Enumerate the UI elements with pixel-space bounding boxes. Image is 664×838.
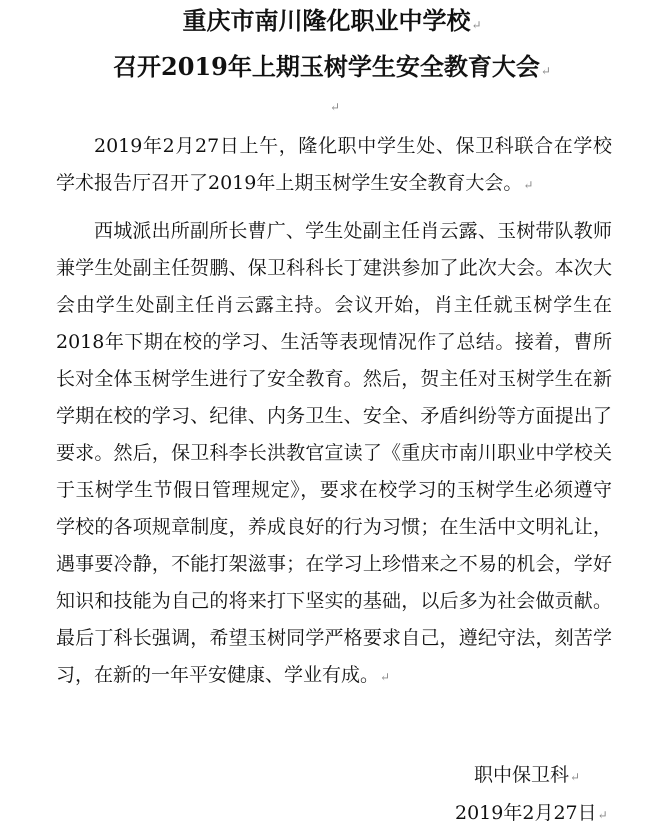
paragraph-mark-icon: ↵: [540, 64, 551, 78]
event-title: 召开2019年上期玉树学生安全教育大会↵: [113, 52, 551, 81]
signature: 职中保卫科↵: [474, 764, 581, 786]
paragraph-mark-icon: ↵: [597, 808, 608, 822]
paragraph-1: 2019年2月27日上午，隆化职中学生处、保卫科联合在学校学术报告厅召开了2019年上期玉树学生安全教育大会。↵: [56, 135, 612, 194]
paragraph-2: 西城派出所副所长曹广、学生处副主任肖云露、玉树带队教师兼学生处副主任贺鹏、保卫科科长丁建洪参加了此次大会。本次大会由学生处副主任肖云露主持。会议开始，肖主任就玉树学生在2018年下期在校的学习、生活等表现情况作了总结。接着，曹所长对全体玉树学生进行了安全教育。然后，贺主任对玉树学生在新学期在校的学习、纪律、内务卫生、安全、矛盾纠纷等方面提出了要求。然后，保卫科李长洪教官宣读了《重庆市南川职业中学校关于玉树学生节假日管理规定》，要求在校学习的玉树学生必须遵守学校的各项规章制度，养成良好的行为习惯；在生活中文明礼让，遇事要冷静，不能打架滋事；在学习上珍惜来之不易的机会，学好知识和技能为自己的将来打下坚实的基础，以后多为社会做贡献。最后丁科长强调，希望玉树同学严格要求自己，遵纪守法，刻苦学习，在新的一年平安健康、学业有成。↵: [56, 220, 612, 686]
paragraph-mark-icon: ↵: [330, 100, 341, 114]
paragraph-mark-icon: ↵: [570, 770, 581, 784]
date-line: 2019年2月27日↵: [455, 802, 608, 824]
school-title: 重庆市南川隆化职业中学校↵: [182, 6, 482, 35]
paragraph-mark-icon: ↵: [523, 178, 534, 192]
paragraph-mark-icon: ↵: [380, 670, 391, 684]
paragraph-mark-icon: ↵: [471, 18, 482, 32]
